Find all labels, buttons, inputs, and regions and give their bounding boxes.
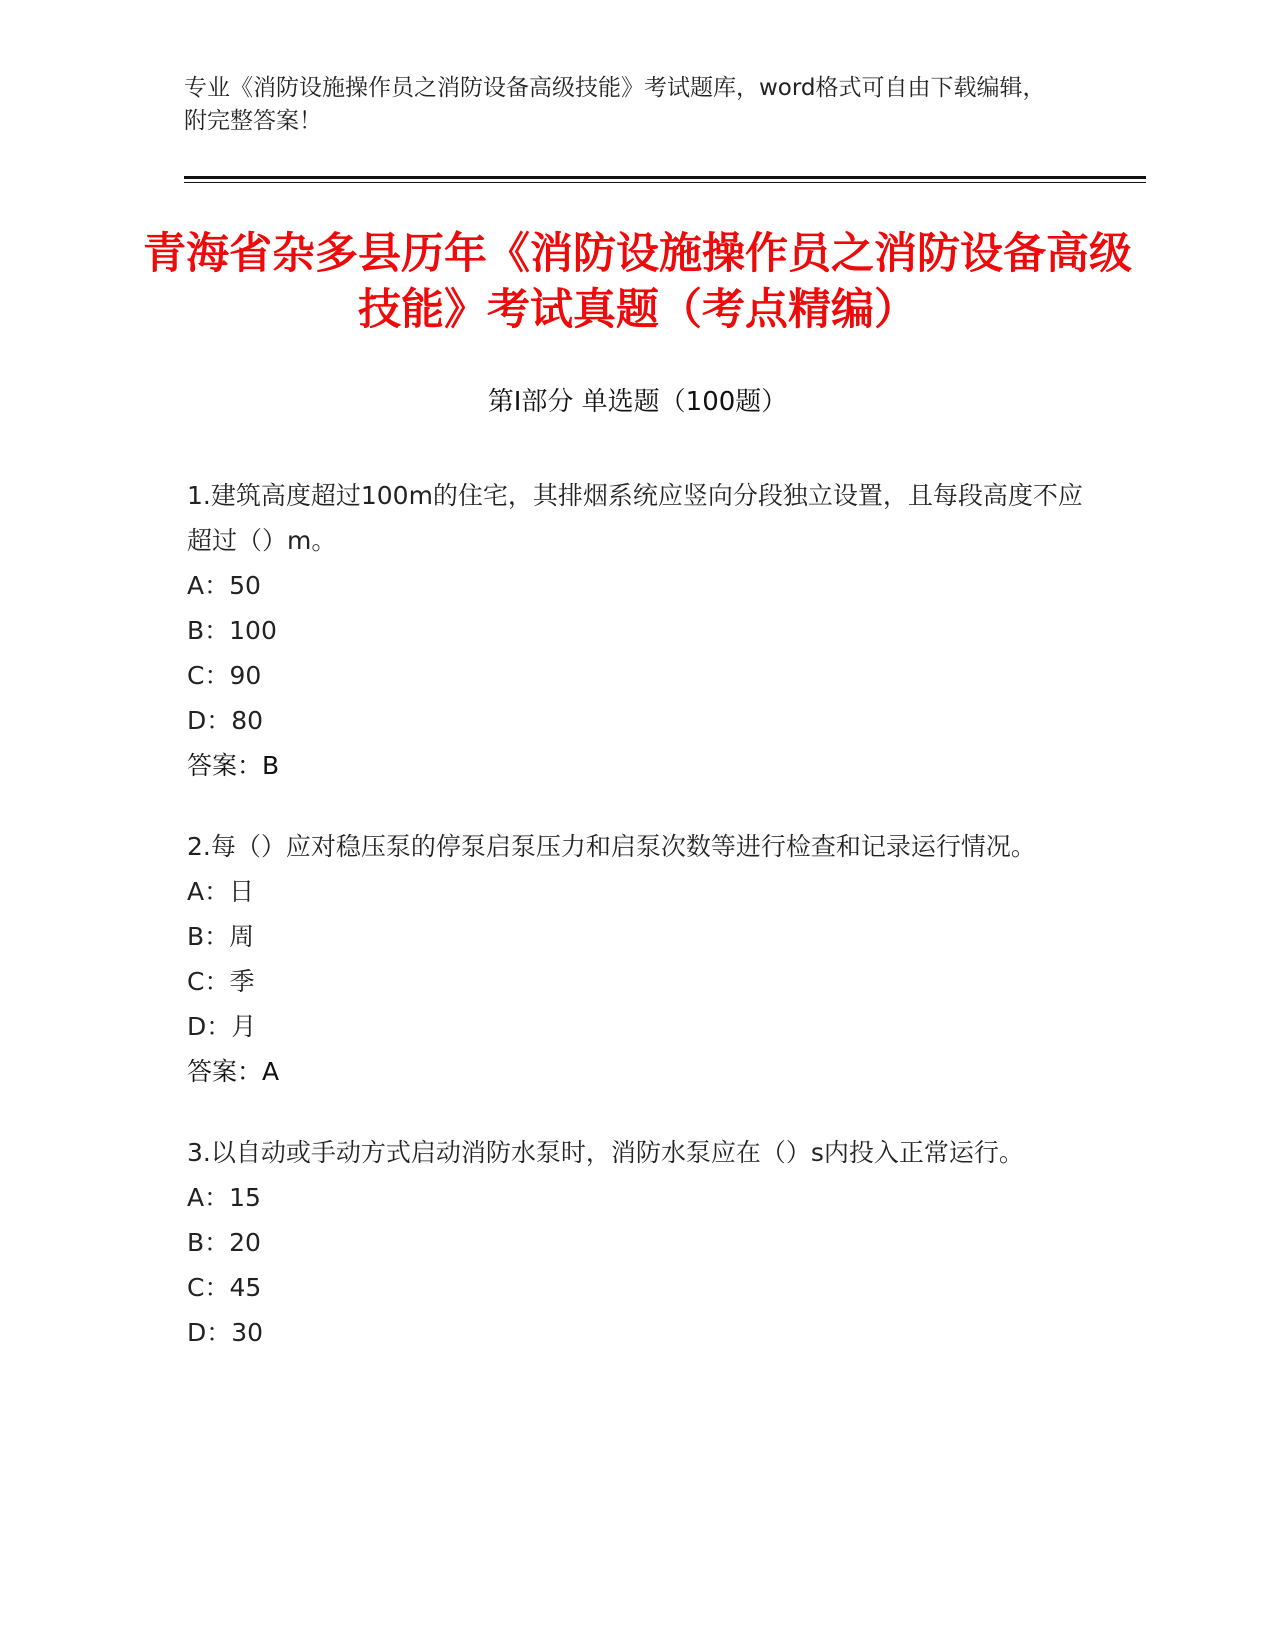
option-b: B：周 [187, 922, 255, 951]
question-stem: 2.每（）应对稳压泵的停泵启泵压力和启泵次数等进行检查和记录运行情况。 [187, 832, 1036, 861]
option-a: A：50 [187, 571, 261, 600]
question-item [187, 824, 1087, 1094]
question-item [187, 1130, 1087, 1355]
header-divider-thin [184, 182, 1146, 183]
document-title: 青海省杂多县历年《消防设施操作员之消防设备高级技能》考试真题（考点精编） [143, 229, 1132, 335]
answer-line: 答案：B [187, 751, 280, 780]
question-stem: 1.建筑高度超过100m的住宅，其排烟系统应竖向分段独立设置，且每段高度不应超过（）m。 [187, 481, 1083, 555]
option-c: C：90 [187, 661, 262, 690]
option-a: A：15 [187, 1183, 261, 1212]
question-item [187, 473, 1087, 788]
option-d: D：30 [187, 1318, 264, 1347]
header-note: 专业《消防设施操作员之消防设备高级技能》考试题库，word格式可自由下载编辑，附完整答案！ [184, 75, 1046, 134]
option-a: A：日 [187, 877, 255, 906]
option-c: C：季 [187, 967, 255, 996]
header-divider-thick [184, 176, 1146, 179]
question-stem: 3.以自动或手动方式启动消防水泵时，消防水泵应在（）s内投入正常运行。 [187, 1138, 1024, 1167]
option-b: B：100 [187, 616, 277, 645]
option-c: C：45 [187, 1273, 262, 1302]
question-list [187, 473, 1087, 1391]
option-d: D：80 [187, 706, 264, 735]
option-b: B：20 [187, 1228, 261, 1257]
answer-line: 答案：A [187, 1057, 280, 1086]
section-title: 第I部分 单选题（100题） [487, 387, 788, 417]
option-d: D：月 [187, 1012, 257, 1041]
